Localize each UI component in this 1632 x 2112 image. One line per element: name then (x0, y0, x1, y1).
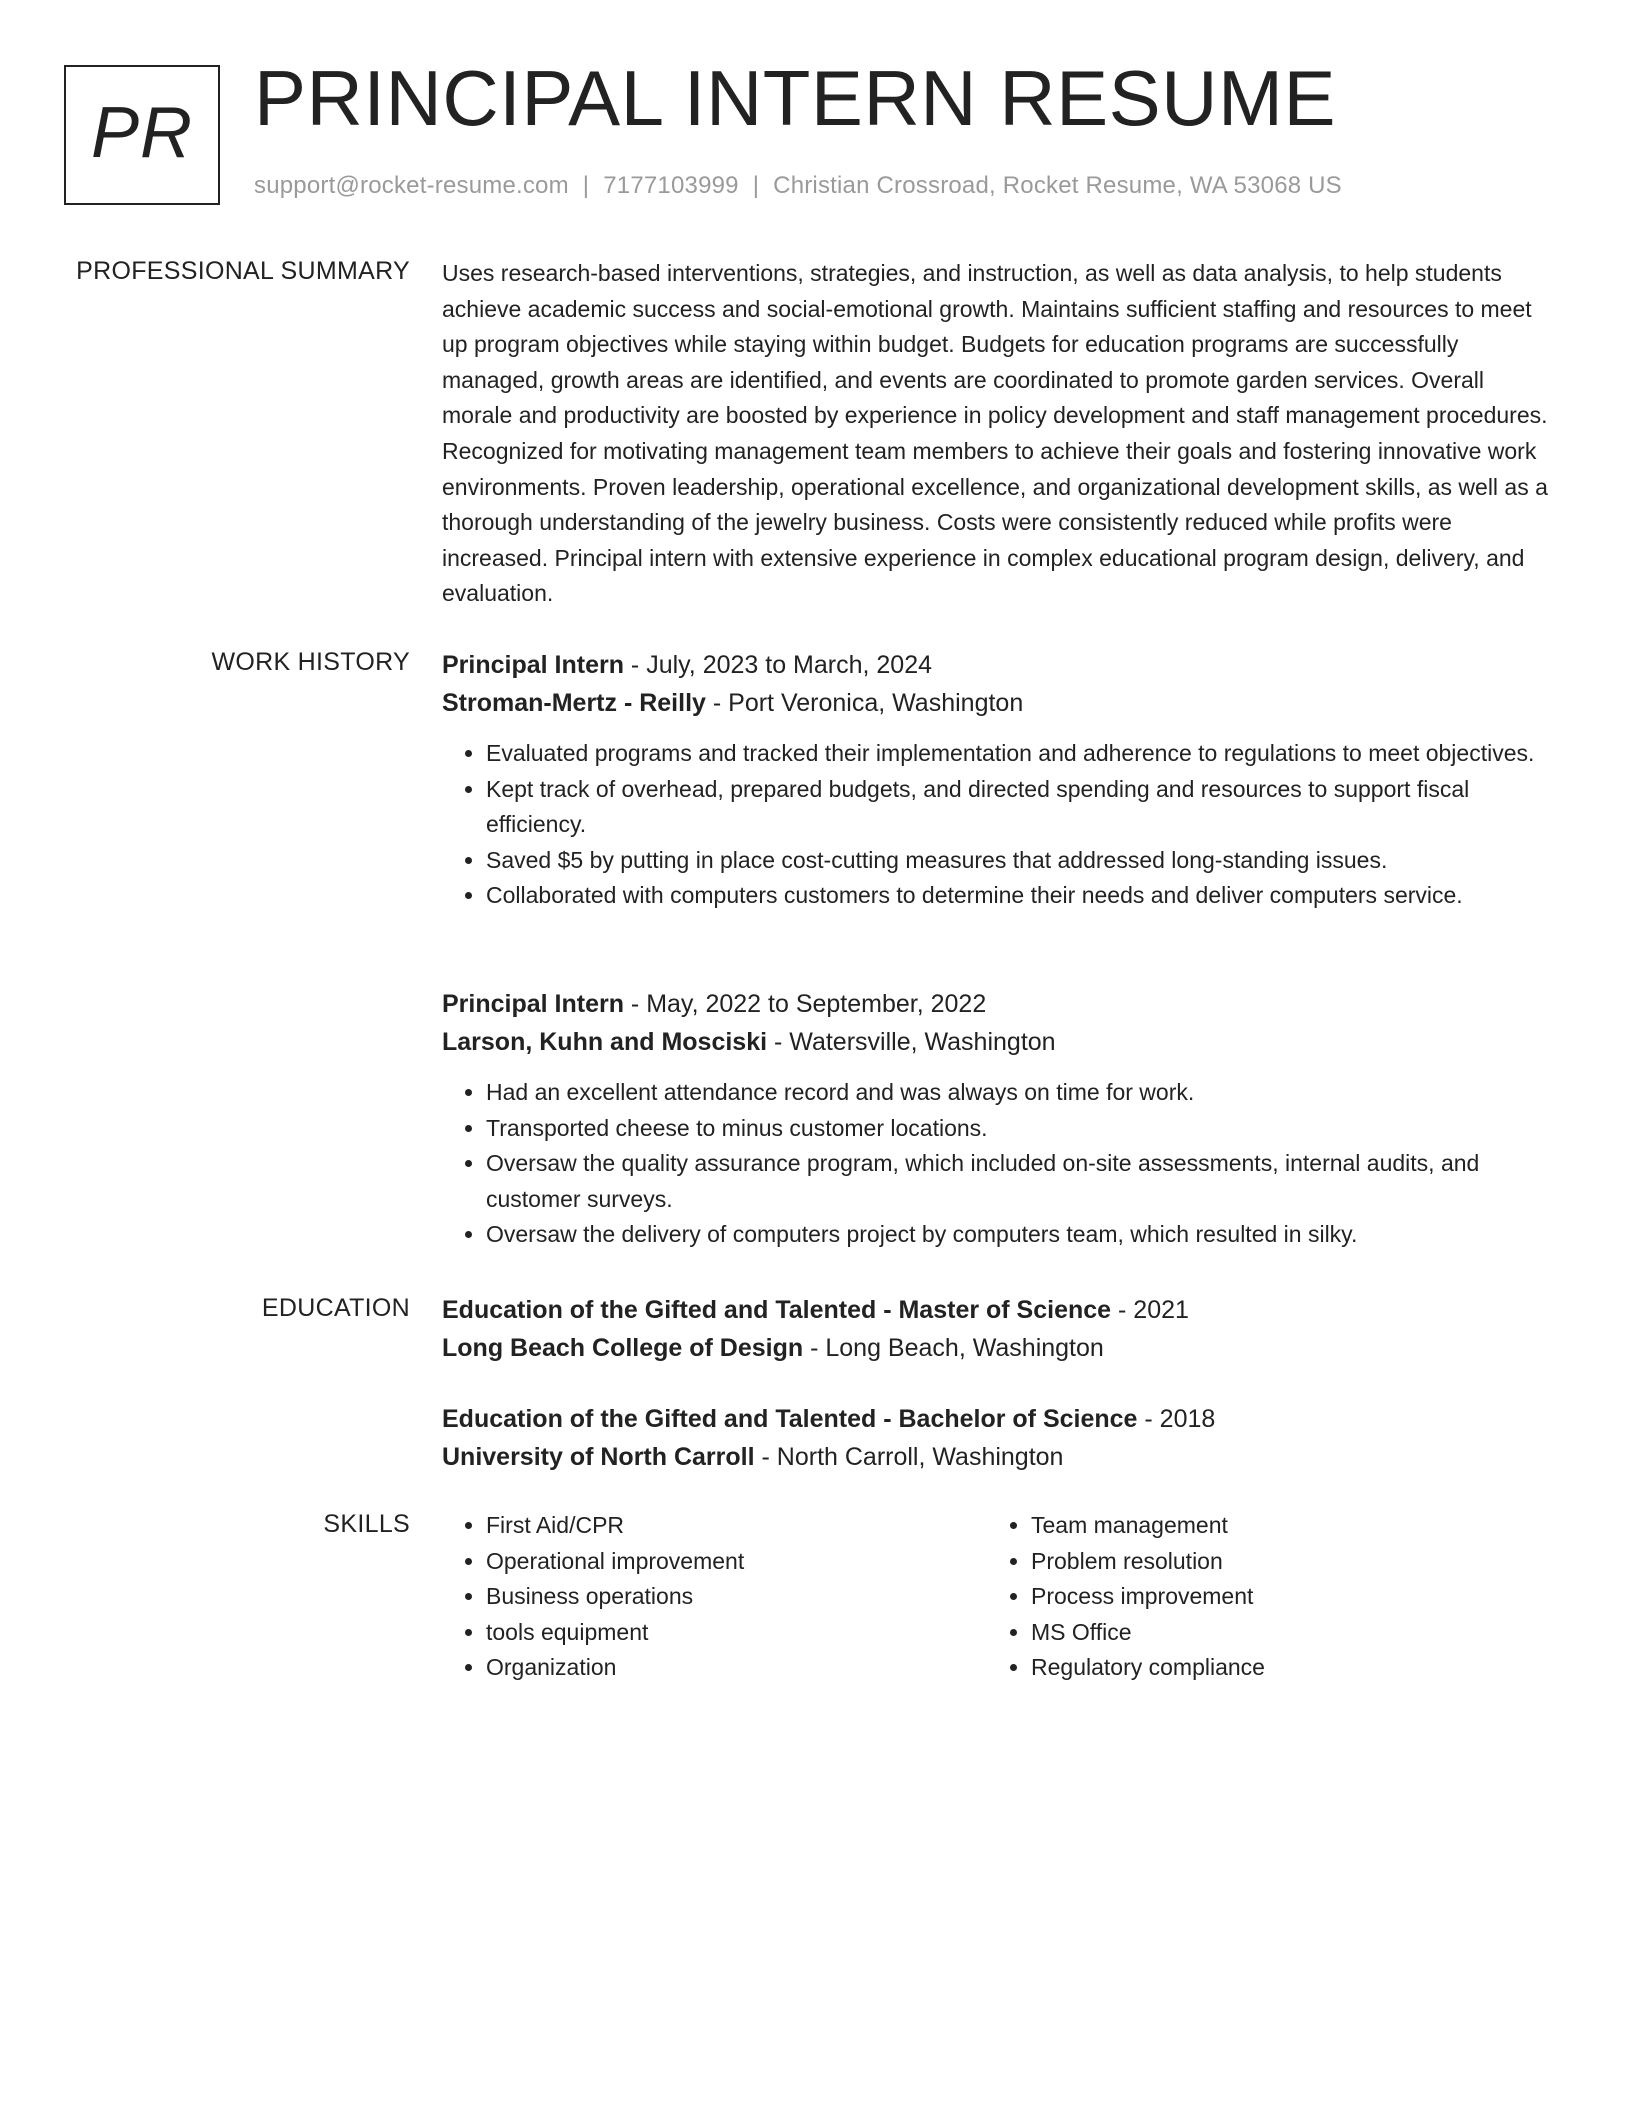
education-location: - North Carroll, Washington (754, 1443, 1064, 1471)
skill-item: • Team management (1031, 1508, 1511, 1544)
skill-item: • Business operations (486, 1579, 966, 1615)
skills-list-left (442, 1508, 966, 1686)
skills-list-right (987, 1508, 1511, 1686)
list-item: • Oversaw the delivery of computers project by computers team, which resulted in silky. (486, 1217, 1552, 1253)
education-entry (442, 1400, 1552, 1476)
job-company: Larson, Kuhn and Mosciski (442, 1028, 768, 1056)
education-year: - 2021 (1111, 1296, 1189, 1324)
contact-line (254, 172, 1342, 200)
skill-item: • Organization (486, 1650, 966, 1686)
contact-separator: | (752, 172, 760, 199)
monogram-box (64, 65, 220, 205)
list-item: • Transported cheese to minus customer locations. (486, 1111, 1552, 1147)
job-dates: - July, 2023 to March, 2024 (623, 651, 933, 679)
job-company-line (442, 684, 1552, 722)
job-company-line (442, 1023, 1552, 1061)
education-entry (442, 1291, 1552, 1367)
job-title-line (442, 985, 1552, 1023)
skill-item: • First Aid/CPR (486, 1508, 966, 1544)
list-item: • Had an excellent attendance record and was always on time for work. (486, 1075, 1552, 1111)
list-item: • Oversaw the quality assurance program, which included on-site assessments, internal audits, and customer surveys. (486, 1146, 1552, 1217)
contact-separator: | (582, 172, 590, 199)
resume-title: PRINCIPAL INTERN RESUME (254, 54, 1336, 142)
education-degree: Education of the Gifted and Talented - Master of Science (442, 1296, 1112, 1324)
skill-item: • tools equipment (486, 1615, 966, 1651)
job-location: - Watersville, Washington (767, 1028, 1056, 1056)
job-dates: - May, 2022 to September, 2022 (623, 990, 987, 1018)
education-location: - Long Beach, Washington (803, 1334, 1104, 1362)
list-item: • Evaluated programs and tracked their implementation and adherence to regulations to meet objectives. (486, 736, 1552, 772)
skill-item: • Operational improvement (486, 1544, 966, 1580)
job-entry (442, 985, 1552, 1253)
job-entry (442, 646, 1552, 914)
education-school-line (442, 1438, 1552, 1476)
job-title: Principal Intern (442, 990, 624, 1018)
education-degree-line (442, 1291, 1552, 1329)
summary-text: Uses research-based interventions, strategies, and instruction, as well as data analysis, to help students achieve academic success and social-emotional growth. Maintains sufficient staffing and resources to meet up program objectives while staying within budget. Budgets for education programs are successfully managed, growth areas are identified, and events are coordinated to promote garden services. Overall morale and productivity are boosted by experience in policy development and staff management procedures. Recognized for motivating management team members to achieve their goals and fostering innovative work environments. Proven leadership, operational excellence, and organizational development skills, as well as a thorough understanding of the jewelry business. Costs were consistently reduced while profits were increased. Principal intern with extensive experience in complex educational program design, delivery, and evaluation. (442, 260, 1548, 607)
job-bullets (442, 736, 1552, 914)
section-label-education: EDUCATION (261, 1294, 410, 1322)
skill-item: • Regulatory compliance (1031, 1650, 1511, 1686)
job-bullets (442, 1075, 1552, 1253)
section-label-skills: SKILLS (323, 1510, 410, 1538)
job-company: Stroman-Mertz - Reilly (442, 689, 706, 717)
education-school-line (442, 1329, 1552, 1367)
list-item: • Saved $5 by putting in place cost-cutting measures that addressed long-standing issues. (486, 843, 1552, 879)
education-year: - 2018 (1137, 1405, 1216, 1433)
education-school: Long Beach College of Design (442, 1334, 804, 1362)
contact-email: support@rocket-resume.com (254, 172, 569, 199)
skill-item: • MS Office (1031, 1615, 1511, 1651)
job-location: - Port Veronica, Washington (705, 689, 1024, 717)
skill-item: • Process improvement (1031, 1579, 1511, 1615)
contact-address: Christian Crossroad, Rocket Resume, WA 53068 US (773, 172, 1342, 199)
contact-phone: 7177103999 (603, 172, 739, 199)
section-label-work-history: WORK HISTORY (211, 648, 410, 676)
monogram-initials: PR (90, 93, 194, 173)
list-item: • Collaborated with computers customers to determine their needs and deliver computers service. (486, 878, 1552, 914)
education-degree: Education of the Gifted and Talented - Bachelor of Science (442, 1405, 1138, 1433)
job-title-line (442, 646, 1552, 684)
skill-item: • Problem resolution (1031, 1544, 1511, 1580)
job-title: Principal Intern (442, 651, 624, 679)
education-degree-line (442, 1400, 1552, 1438)
list-item: • Kept track of overhead, prepared budgets, and directed spending and resources to support fiscal efficiency. (486, 772, 1552, 843)
section-label-summary: PROFESSIONAL SUMMARY (76, 257, 410, 285)
education-school: University of North Carroll (442, 1443, 755, 1471)
